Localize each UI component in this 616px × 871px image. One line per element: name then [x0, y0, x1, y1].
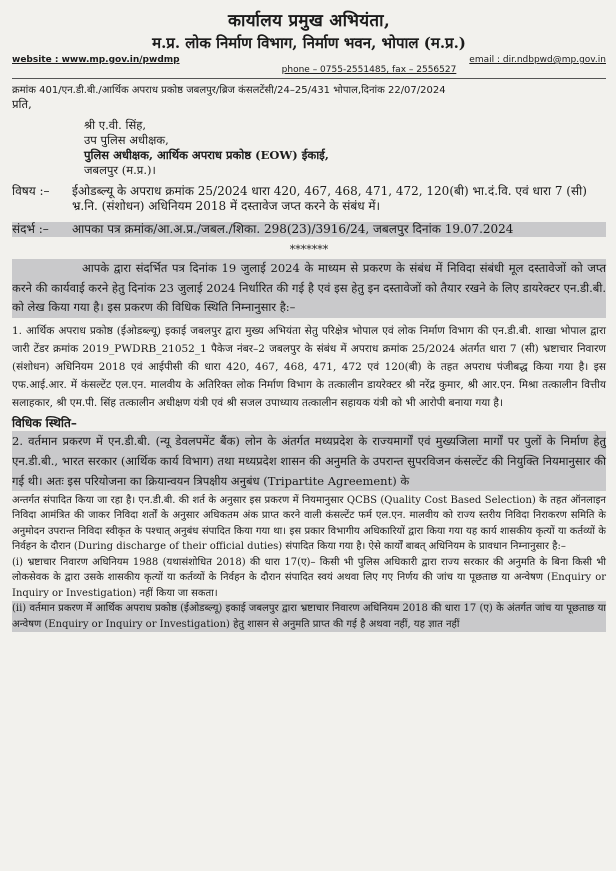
office-title: कार्यालय प्रमुख अभियंता, — [227, 11, 391, 31]
department-name: म.प्र. लोक निर्माण विभाग, निर्माण भवन, भोपाल (म.प्र.) — [152, 34, 466, 52]
addressee-line: पुलिस अधीक्षक, आर्थिक अपराध प्रकोष्ठ (EOW) ईकाई, — [84, 148, 329, 162]
reference-line: क्रमांक 401/एन.डी.बी./आर्थिक अपराध प्रकोष्ठ जबलपुर/ब्रिज कंसलटेंसी/24–25/431 भोपाल,दिनांक 22/07/2024 — [12, 85, 446, 96]
paragraph-2: 2. वर्तमान प्रकरण में एन.डी.बी. (न्यू डेवलपमेंट बैंक) लोन के अंतर्गत मध्यप्रदेश के राज्यमार्गों एवं मुख्यजिला मार्गों पर पुलों के निर्माण हेतु एन.डी.बी., भारत सरकार (आर्थिक कार्य विभाग) तथा मध्यप्रदेश शासन की अनुमति के उपरान्त सुपरविजन कंसल्टेंट की नियुक्ति नियमानुसार की गई थी। अतः इस परियोजना का क्रियान्वयन त्रिपक्षीय अनुबंध (Tripartite Agreement) के — [12, 431, 606, 491]
header-divider — [12, 78, 606, 79]
reference-block — [12, 222, 606, 237]
paragraph-1: 1. आर्थिक अपराध प्रकोष्ठ (ईओडब्ल्यू) इकाई जबलपुर द्वारा मुख्य अभियंता सेतु परिक्षेत्र भोपाल एवं लोक निर्माण विभाग की एन.डी.बी. शाखा भोपाल द्वारा जारी टेंडर क्रमांक 2019_PWDRB_21052_1 पैकेज नंबर–2 जबलपुर के संबंध में अपराध क्रमांक 25/2024 अंतर्गत धारा 7 (सी) भ्रष्टाचार निवारण (संशोधन) अधिनियम 2018 एवं आईपीसी की धारा 420, 467, 468, 471, 472 एवं 120(बी) के तहत अपराध पंजीबद्ध किया गया है। इस एफ.आई.आर. में कंसल्टेंट एल.एन. मालवीय के अतिरिक्त लोक निर्माण विभाग के तत्कालीन डायरेक्टर श्री नरेंद्र कुमार, श्री आर.एन. मिश्रा तत्कालीन वित्तीय सलाहकार, श्री एम.पी. सिंह तत्कालीन अधीक्षण यंत्री एवं श्री सजल उपाध्याय तत्कालीन सहायक यंत्री को भी आरोपी बनाया गया है। — [12, 324, 606, 409]
subject-label: विषय :– — [12, 184, 50, 198]
clause-i: (i) भ्रष्टाचार निवारण अधिनियम 1988 (यथासंशोधित 2018) की धारा 17(ए)– किसी भी पुलिस अधिकारी द्वारा राज्य सरकार की अनुमति के बिना किसी भी लोकसेवक के द्वारा उसके शासकीय कृत्यों या कर्तव्यों के निर्वहन के दौरान संपादित स्वयं अथवा लिए गए निर्णय की जांच या पूछताछ या अन्वेषण (Enquiry or Inquiry or Investigation) नहीं किया जा सकता। — [12, 556, 606, 599]
addressee-line: जबलपुर (म.प्र.)। — [84, 163, 156, 177]
website-text: website : www.mp.gov.in/pwdmp — [12, 55, 180, 65]
ref-text: आपका पत्र क्रमांक/आ.अ.प्र./जबल./शिका. 298(23)/3916/24, जबलपुर दिनांक 19.07.2024 — [72, 222, 514, 236]
addressee-line: उप पुलिस अधीक्षक, — [84, 133, 169, 147]
to-label: प्रति, — [12, 97, 32, 111]
phone-fax-text: phone – 0755-2551485, fax – 2556527 — [281, 65, 457, 75]
addressee-line: श्री ए.वी. सिंह, — [84, 118, 146, 132]
intro-paragraph: आपके द्वारा संदर्भित पत्र दिनांक 19 जुलाई 2024 के माध्यम से प्रकरण के संबंध में निविदा संबंधी मूल दस्तावेजों को जप्त करने की कार्यवाई करने हेतु दिनांक 23 जुलाई 2024 निर्धारित की गई है एवं इस हेतु इन दस्तावेजों को तैयार रखने के लिए डायरेक्टर एन.डी.बी. को लेख किया गया है। इस प्रकरण की विधिक स्थिति निम्नानुसार है:– — [12, 259, 606, 318]
legal-heading: विधिक स्थिति– — [12, 415, 77, 430]
email-text: email : dir.ndbpwd@mp.gov.in — [469, 55, 606, 65]
subject-text: ईओडब्ल्यू के अपराध क्रमांक 25/2024 धारा 420, 467, 468, 471, 472, 120(बी) भा.दं.वि. एवं धारा 7 (सी) भ्र.नि. (संशोधन) अधिनियम 2018 में दस्तावेज जप्त करने के संबंध में। — [72, 184, 587, 213]
clause-ii: (ii) वर्तमान प्रकरण में आर्थिक अपराध प्रकोष्ठ (ईओडब्ल्यू) इकाई जबलपुर द्वारा भ्रष्टाचार निवारण अधिनियम 2018 की धारा 17 (ए) के अंतर्गत जांच या पूछताछ या अन्वेषण (Enquiry or Inquiry or Investigation) हेतु शासन से अनुमति प्राप्त की गई है अथवा नहीं, यह ज्ञात नहीं — [12, 601, 606, 632]
separator-stars: ******* — [289, 243, 329, 256]
addressee-block — [84, 118, 606, 178]
paragraph-2-continued: अन्तर्गत संपादित किया जा रहा है। एन.डी.बी. की शर्त के अनुसार इस प्रकरण में नियमानुसार QCBS (Quality Cost Based Selection) के तहत ऑनलाइन निविदा आमंत्रित की जाकर निविदा शर्तों के अनुसार अधिकतम अंक प्राप्त करने वाली कंसल्टेंट फर्म एल.एन. मालवीय को राज्य स्तरीय निविदा निराकरण समिति के अनुमोदन उपरान्त निविदा स्वीकृत के पश्चात् अनुबंध संपादित किया गया था। इस प्रकार विभागीय अधिकारियों द्वारा किया गया यह कार्य शासकीय कृत्यों या कर्तव्यों के निर्वहन के दौरान (During discharge of their official duties) संपादित किया गया है। ऐसे कार्यों बाबत् अधिनियम के प्रावधान निम्नानुसार है:– — [12, 494, 606, 552]
ref-label: संदर्भ :– — [12, 222, 49, 236]
subject-block — [12, 184, 606, 214]
